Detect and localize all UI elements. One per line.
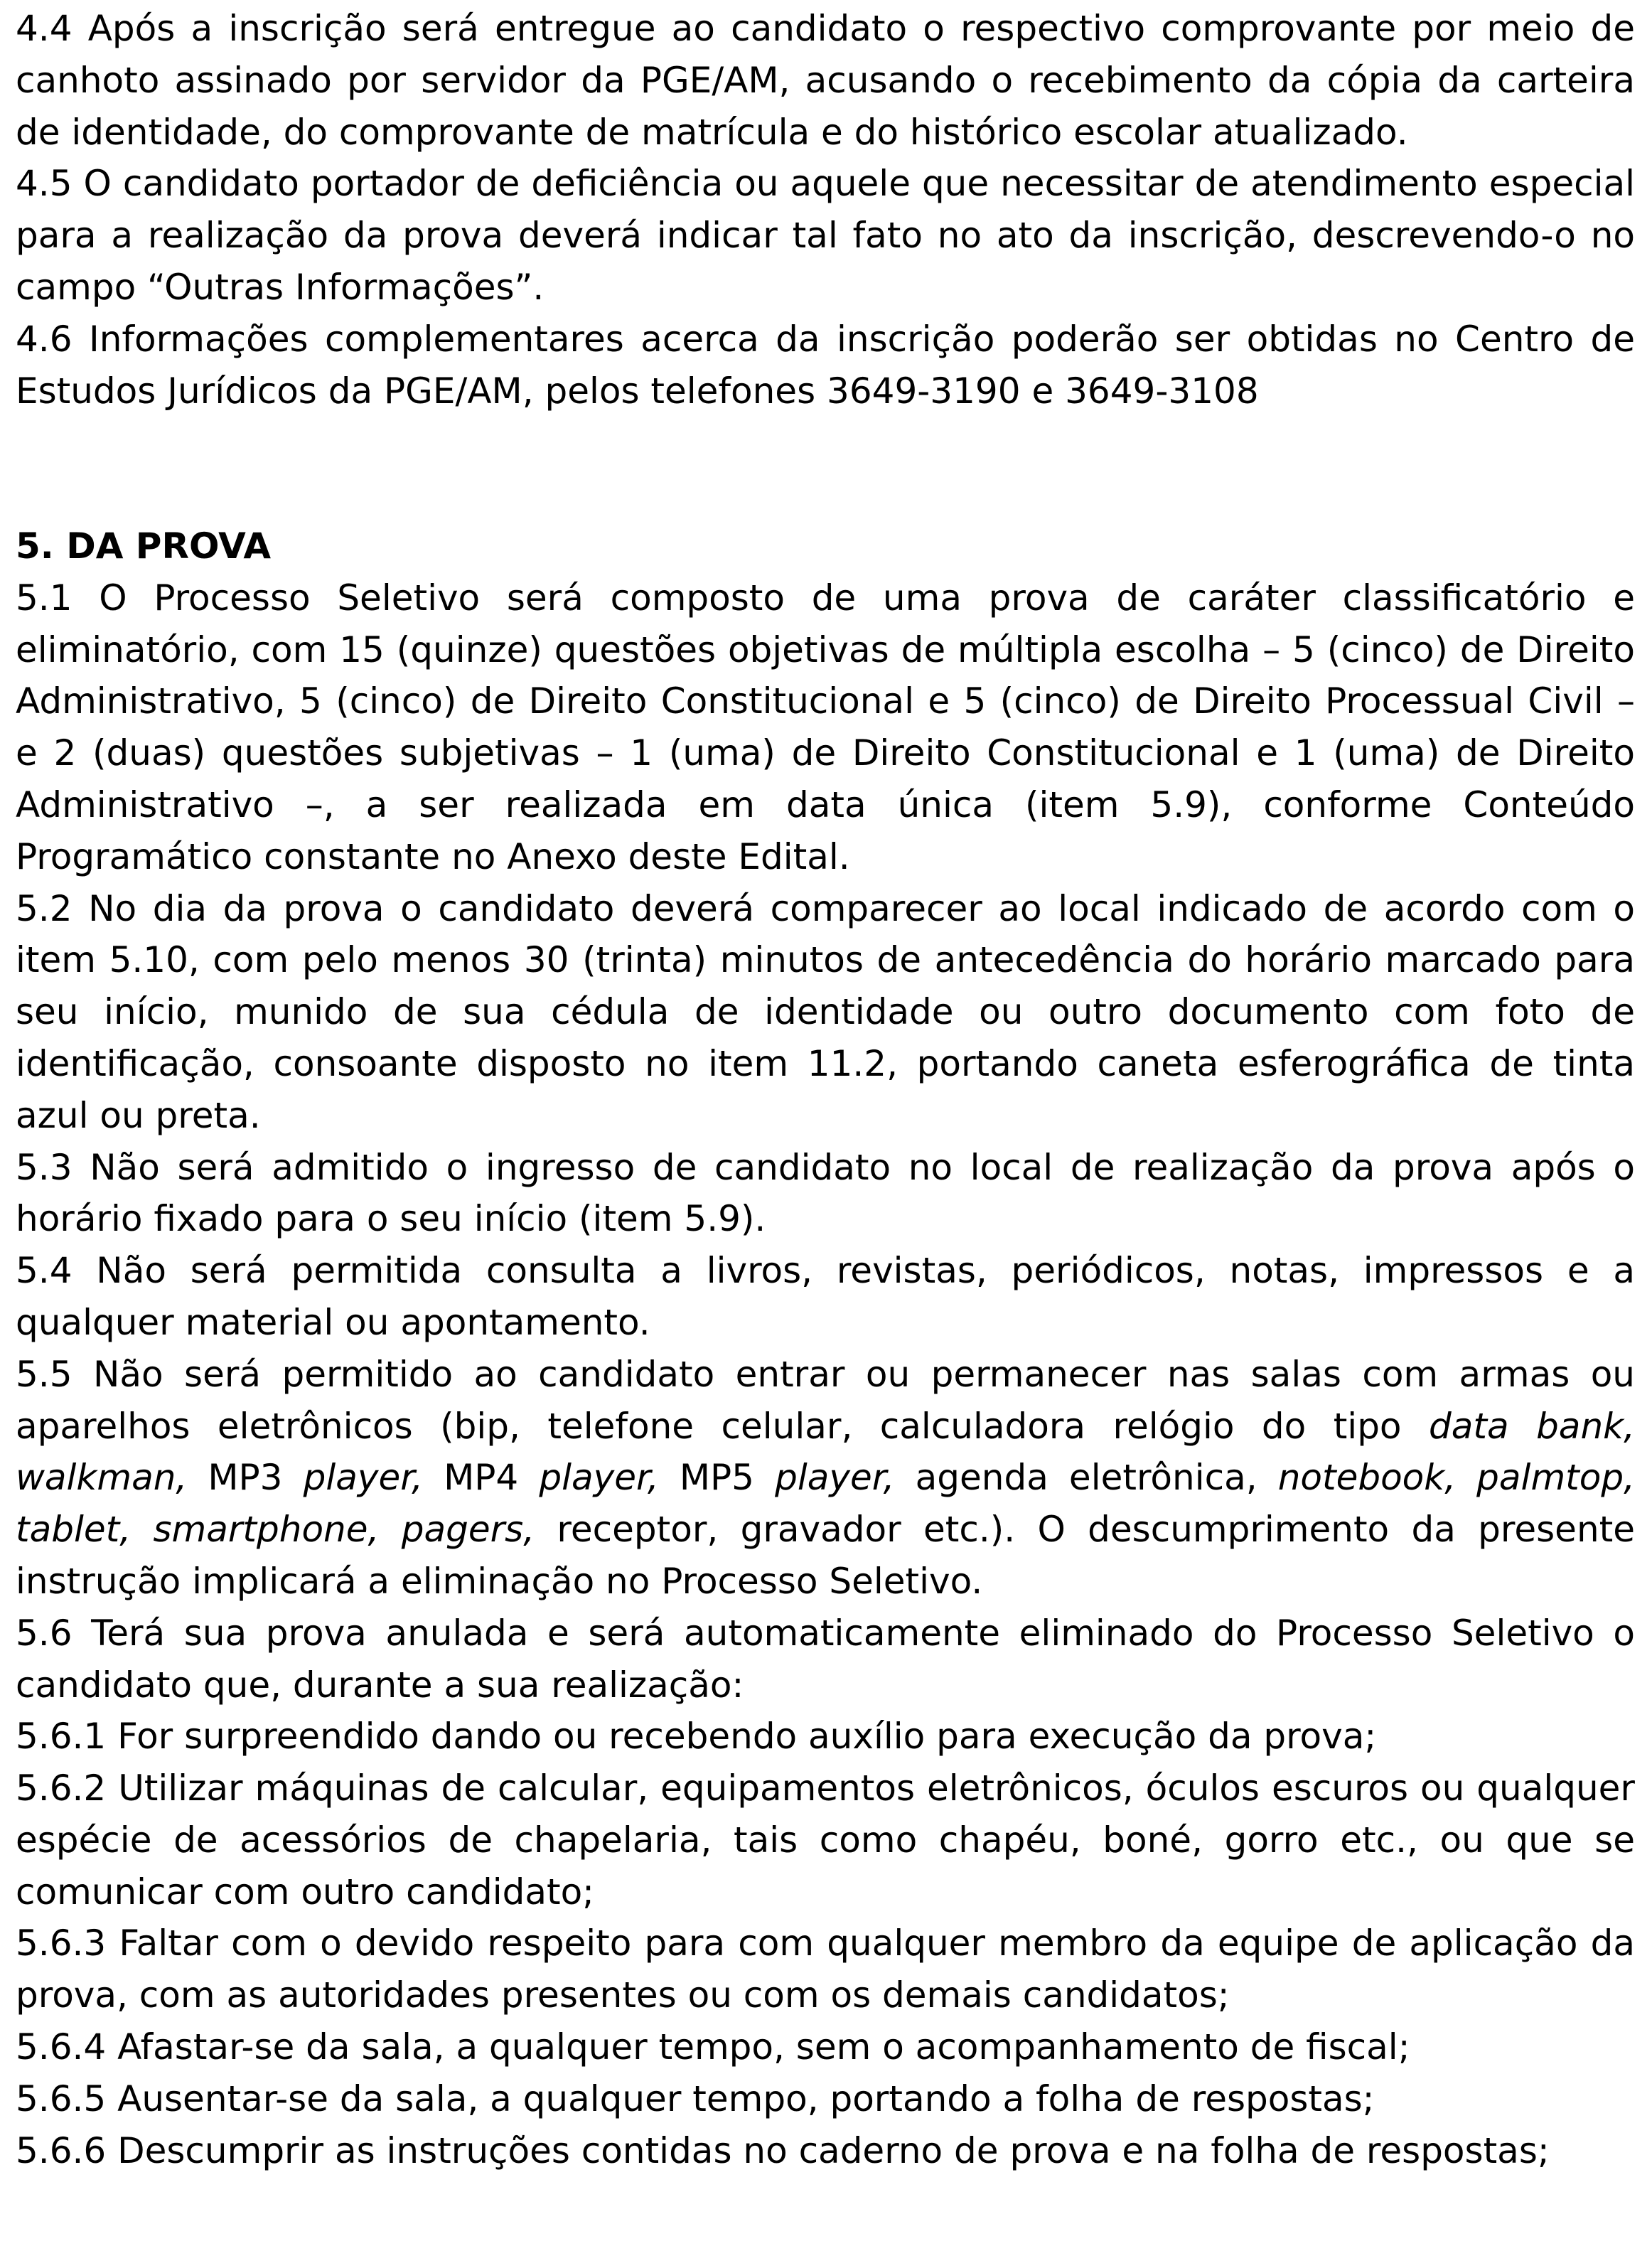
p5-5-text-3: MP4 xyxy=(423,1457,540,1499)
paragraph-5-6-2: 5.6.2 Utilizar máquinas de calcular, equipamentos eletrônicos, óculos escuros ou qualquer espécie de acessórios de chapelaria, tais como chapéu, boné, gorro etc., ou que se comunicar com outro candidato; xyxy=(16,1768,1635,1913)
paragraph-5-6-3: 5.6.3 Faltar com o devido respeito para com qualquer membro da equipe de aplicação da prova, com as autoridades presentes ou com os demais candidatos; xyxy=(16,1923,1635,2016)
paragraph-5-6-6: 5.6.6 Descumprir as instruções contidas no caderno de prova e na folha de respostas; xyxy=(16,2129,1550,2171)
p5-5-italic-player-2: player, xyxy=(539,1457,659,1499)
section-5-heading: 5. DA PROVA xyxy=(16,525,272,567)
p5-5-italic-player-3: player, xyxy=(775,1457,895,1499)
p5-5-italic-data-bank: data bank, xyxy=(1428,1405,1635,1447)
section-spacer xyxy=(16,417,1635,520)
p5-5-italic-devices: notebook, palmtop, tablet, smartphone, pagers, xyxy=(16,1457,1635,1551)
document-page xyxy=(16,3,1635,2176)
paragraph-4-4: 4.4 Após a inscrição será entregue ao candidato o respectivo comprovante por meio de canhoto assinado por servidor da PGE/AM, acusando o recebimento da cópia da carteira de identidade, do comprovante de matrícula e do histórico escolar atualizado. xyxy=(16,8,1635,153)
p5-5-text-1: 5.5 Não será permitido ao candidato entrar ou permanecer nas salas com armas ou aparelhos eletrônicos (bip, telefone celular, calculadora relógio do tipo xyxy=(16,1353,1635,1447)
paragraph-4-6: 4.6 Informações complementares acerca da inscrição poderão ser obtidas no Centro de Estudos Jurídicos da PGE/AM, pelos telefones 3649-3190 e 3649-3108 xyxy=(16,318,1635,412)
paragraph-5-3: 5.3 Não será admitido o ingresso de candidato no local de realização da prova após o horário fixado para o seu início (item 5.9). xyxy=(16,1146,1635,1240)
paragraph-5-6-4: 5.6.4 Afastar-se da sala, a qualquer tempo, sem o acompanhamento de fiscal; xyxy=(16,2026,1410,2068)
paragraph-5-5 xyxy=(16,1349,1635,1608)
paragraph-5-1: 5.1 O Processo Seletivo será composto de uma prova de caráter classificatório e eliminatório, com 15 (quinze) questões objetivas de múltipla escolha – 5 (cinco) de Direito Administrativo, 5 (cinco) de Direito Constitucional e 5 (cinco) de Direito Processual Civil – e 2 (duas) questões subjetivas – 1 (uma) de Direito Constitucional e 1 (uma) de Direito Administrativo –, a ser realizada em data única (item 5.9), conforme Conteúdo Programático constante no Anexo deste Edital. xyxy=(16,577,1635,877)
paragraph-4-5: 4.5 O candidato portador de deficiência ou aquele que necessitar de atendimento especial para a realização da prova deverá indicar tal fato no ato da inscrição, descrevendo-o no campo “Outras Informações”. xyxy=(16,163,1635,308)
paragraph-5-6: 5.6 Terá sua prova anulada e será automaticamente eliminado do Processo Seletivo o candidato que, durante a sua realização: xyxy=(16,1612,1635,1706)
p5-5-text-6: receptor, gravador etc.). O descumprimento da presente instrução implicará a eliminação no Processo Seletivo. xyxy=(16,1509,1635,1602)
paragraph-5-2: 5.2 No dia da prova o candidato deverá comparecer ao local indicado de acordo com o item 5.10, com pelo menos 30 (trinta) minutos de antecedência do horário marcado para seu início, munido de sua cédula de identidade ou outro documento com foto de identificação, consoante disposto no item 11.2, portando caneta esferográfica de tinta azul ou preta. xyxy=(16,887,1635,1136)
p5-5-italic-walkman: walkman, xyxy=(16,1457,188,1499)
p5-5-text-5: agenda eletrônica, xyxy=(894,1457,1278,1499)
paragraph-5-4: 5.4 Não será permitida consulta a livros, revistas, periódicos, notas, impressos e a qualquer material ou apontamento. xyxy=(16,1250,1635,1343)
paragraph-5-6-5: 5.6.5 Ausentar-se da sala, a qualquer tempo, portando a folha de respostas; xyxy=(16,2078,1375,2119)
p5-5-text-4: MP5 xyxy=(658,1457,776,1499)
p5-5-italic-player-1: player, xyxy=(303,1457,424,1499)
p5-5-text-2: MP3 xyxy=(187,1457,304,1499)
paragraph-5-6-1: 5.6.1 For surpreendido dando ou recebendo auxílio para execução da prova; xyxy=(16,1716,1377,1758)
